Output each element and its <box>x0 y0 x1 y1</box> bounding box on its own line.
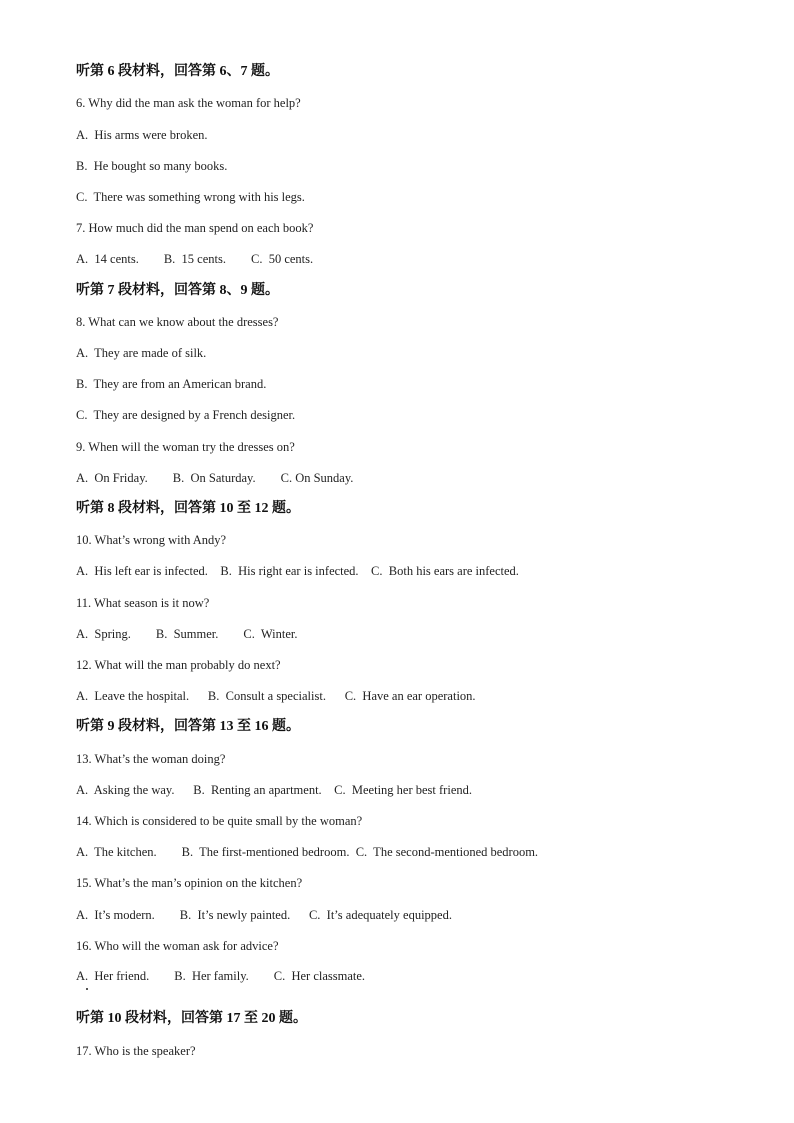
section-heading: 听第 7 段材料，回答第 8、9 题。 <box>76 283 279 298</box>
question-text: 11. What season is it now? <box>76 596 210 610</box>
stray-dot <box>86 988 88 990</box>
question-text: 13. What’s the woman doing? <box>76 752 226 766</box>
answer-options-row: A. His left ear is infected. B. His right ear is infected. C. Both his ears are infected. <box>76 564 519 578</box>
section-heading: 听第 10 段材料，回答第 17 至 20 题。 <box>76 1011 307 1026</box>
question-text: 8. What can we know about the dresses? <box>76 315 279 329</box>
question-text: 12. What will the man probably do next? <box>76 658 281 672</box>
answer-options-row: A. Asking the way. B. Renting an apartment. C. Meeting her best friend. <box>76 783 472 797</box>
answer-option: C. There was something wrong with his legs. <box>76 190 305 204</box>
question-text: 17. Who is the speaker? <box>76 1044 196 1058</box>
answer-option: B. They are from an American brand. <box>76 377 267 391</box>
answer-option: A. His arms were broken. <box>76 128 208 142</box>
section-heading: 听第 8 段材料，回答第 10 至 12 题。 <box>76 501 300 516</box>
question-text: 7. How much did the man spend on each book? <box>76 221 314 235</box>
question-text: 10. What’s wrong with Andy? <box>76 533 227 547</box>
answer-options-row: A. The kitchen. B. The first-mentioned bedroom. C. The second-mentioned bedroom. <box>76 845 539 859</box>
answer-options-row: A. On Friday. B. On Saturday. C. On Sunday. <box>76 471 354 485</box>
question-text: 9. When will the woman try the dresses on? <box>76 440 295 454</box>
question-text: 15. What’s the man’s opinion on the kitchen? <box>76 876 303 890</box>
answer-option: C. They are designed by a French designer. <box>76 408 296 422</box>
section-heading: 听第 6 段材料，回答第 6、7 题。 <box>76 64 279 79</box>
answer-options-row: A. Spring. B. Summer. C. Winter. <box>76 627 298 641</box>
question-text: 16. Who will the woman ask for advice? <box>76 939 279 953</box>
answer-option: B. He bought so many books. <box>76 159 228 173</box>
answer-options-row: A. 14 cents. B. 15 cents. C. 50 cents. <box>76 252 314 266</box>
answer-options-row: A. It’s modern. B. It’s newly painted. C. It’s adequately equipped. <box>76 908 452 922</box>
answer-options-row: A. Her friend. B. Her family. C. Her classmate. <box>76 969 366 983</box>
section-heading: 听第 9 段材料，回答第 13 至 16 题。 <box>76 719 300 734</box>
question-text: 6. Why did the man ask the woman for help? <box>76 96 301 110</box>
question-text: 14. Which is considered to be quite small by the woman? <box>76 814 363 828</box>
answer-option: A. They are made of silk. <box>76 346 207 360</box>
answer-options-row: A. Leave the hospital. B. Consult a specialist. C. Have an ear operation. <box>76 689 476 703</box>
